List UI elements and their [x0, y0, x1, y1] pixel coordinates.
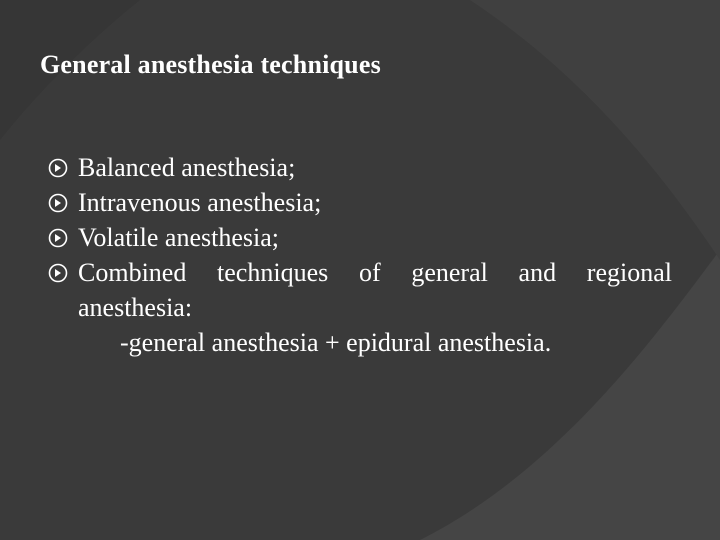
target-bullet-icon [48, 263, 68, 283]
bullet-item [48, 185, 672, 220]
bullet-text: Volatile anesthesia; [78, 223, 279, 252]
bullet-list [48, 150, 672, 360]
bullet-item [48, 220, 672, 255]
bullet-text: Balanced anesthesia; [78, 153, 296, 182]
target-bullet-icon [48, 158, 68, 178]
sub-line: -general anesthesia + epidural anesthesia. [120, 328, 552, 357]
bullet-item [48, 150, 672, 185]
target-bullet-icon [48, 193, 68, 213]
target-bullet-icon [48, 228, 68, 248]
bullet-text-line1: Combined techniques of general and regional [78, 258, 672, 287]
bullet-text-line2: anesthesia: [78, 293, 193, 322]
slide-title: General anesthesia techniques [40, 50, 381, 79]
bullet-item [48, 255, 672, 325]
bullet-text: Intravenous anesthesia; [78, 188, 322, 217]
